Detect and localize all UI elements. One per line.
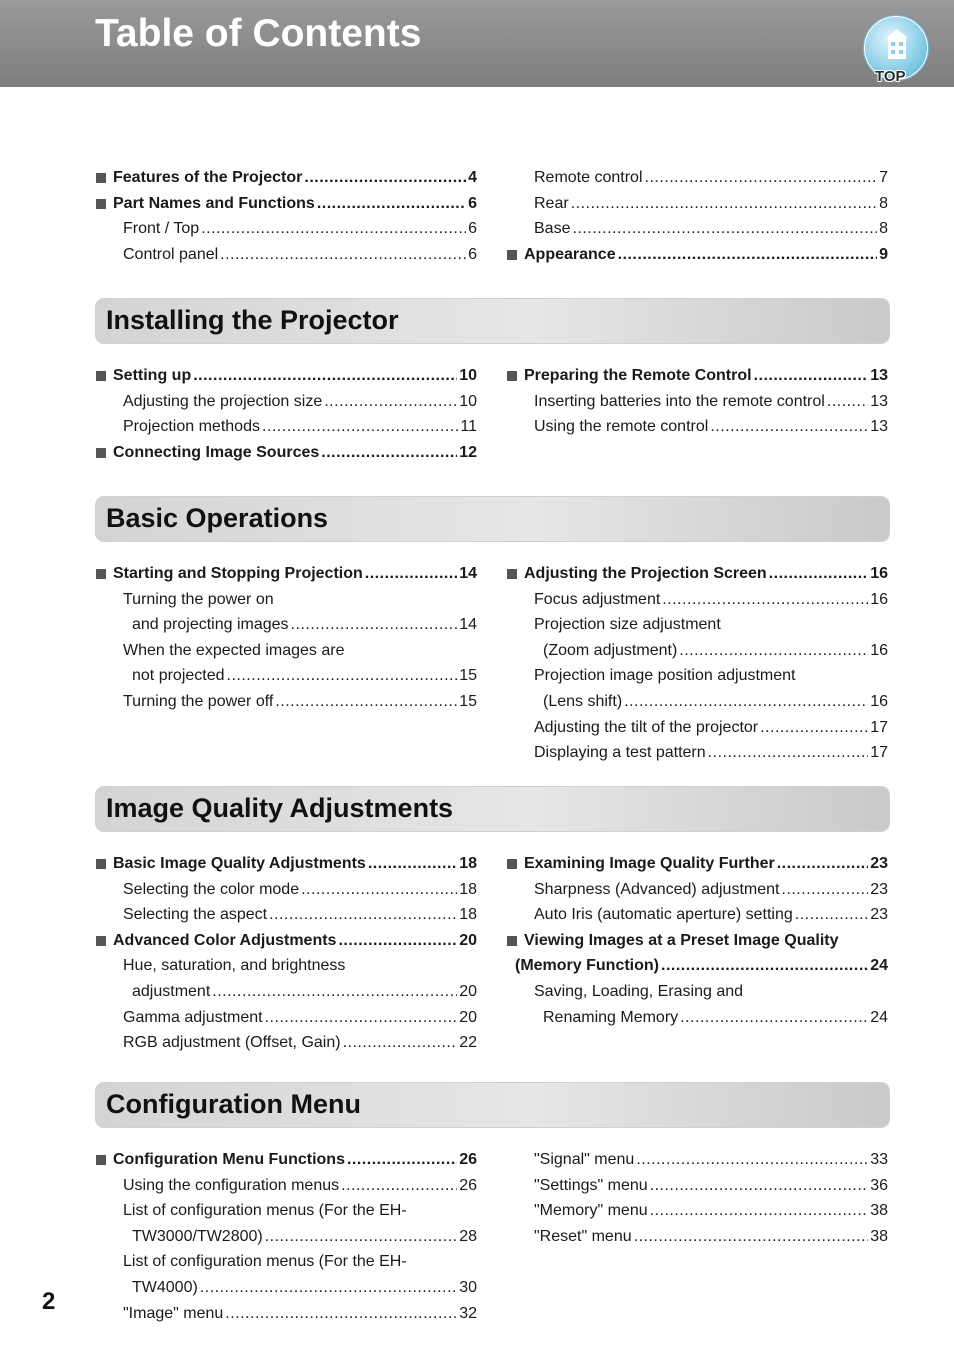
dot-leader bbox=[225, 1301, 457, 1327]
toc-page-number: 26 bbox=[459, 1176, 477, 1194]
basic-left-column bbox=[96, 561, 477, 715]
toc-entry-text: Adjusting the tilt of the projector bbox=[534, 718, 759, 736]
dot-leader bbox=[645, 165, 878, 191]
toc-entry[interactable] bbox=[507, 877, 888, 903]
dot-leader bbox=[324, 389, 457, 415]
toc-page-number: 26 bbox=[459, 1151, 477, 1168]
toc-page-number: 16 bbox=[870, 590, 888, 608]
toc-entry-text: Gamma adjustment bbox=[123, 1008, 263, 1026]
dot-leader bbox=[795, 902, 868, 928]
dot-leader bbox=[304, 165, 466, 191]
toc-entry-text: Turning the power off bbox=[123, 692, 274, 710]
toc-entry[interactable] bbox=[507, 1147, 888, 1173]
page-banner bbox=[0, 0, 954, 87]
toc-heading-entry[interactable] bbox=[507, 242, 888, 268]
toc-entry[interactable] bbox=[96, 689, 477, 715]
toc-heading-entry[interactable] bbox=[96, 363, 477, 389]
toc-entry[interactable] bbox=[96, 877, 477, 903]
toc-entry-text: Selecting the aspect bbox=[123, 906, 268, 924]
toc-entry-text: TW3000/TW2800) bbox=[132, 1227, 263, 1245]
toc-entry[interactable] bbox=[507, 216, 888, 242]
toc-entry[interactable] bbox=[507, 1224, 888, 1250]
dot-leader bbox=[754, 363, 869, 389]
toc-entry-text: Using the remote control bbox=[534, 418, 709, 436]
toc-entry-text: Using the configuration menus bbox=[123, 1176, 340, 1194]
toc-entry[interactable] bbox=[96, 1249, 477, 1300]
toc-page-number: 36 bbox=[870, 1176, 888, 1194]
dot-leader bbox=[624, 689, 868, 715]
section-header-basic-operations bbox=[95, 496, 890, 542]
toc-page-number: 8 bbox=[879, 194, 888, 212]
toc-entry-text: Projection methods bbox=[123, 418, 260, 436]
toc-entry[interactable] bbox=[96, 1005, 477, 1031]
toc-entry[interactable] bbox=[507, 612, 888, 663]
toc-page-number: 30 bbox=[459, 1278, 477, 1296]
dot-leader bbox=[220, 242, 466, 268]
toc-entry[interactable] bbox=[507, 191, 888, 217]
toc-entry[interactable] bbox=[507, 979, 888, 1030]
toc-page-number: 18 bbox=[459, 906, 477, 924]
dot-leader bbox=[317, 191, 466, 217]
dot-leader bbox=[708, 740, 869, 766]
toc-entry-text: Remote control bbox=[534, 169, 643, 186]
toc-entry[interactable] bbox=[507, 740, 888, 766]
toc-entry[interactable] bbox=[507, 165, 888, 191]
toc-page-number: 32 bbox=[459, 1304, 477, 1322]
toc-entry-text: Basic Image Quality Adjustments bbox=[113, 855, 366, 872]
configuration-right-column bbox=[507, 1147, 888, 1249]
toc-heading-entry[interactable] bbox=[507, 928, 888, 979]
square-bullet-icon bbox=[507, 363, 517, 390]
square-bullet-icon bbox=[96, 1147, 106, 1174]
dot-leader bbox=[347, 1147, 457, 1173]
toc-entry-text: Setting up bbox=[113, 367, 192, 384]
toc-page-number: 6 bbox=[468, 194, 477, 212]
toc-page-number: 16 bbox=[870, 692, 888, 710]
top-button-label: TOP bbox=[875, 68, 906, 85]
dot-leader bbox=[781, 877, 868, 903]
toc-entry[interactable] bbox=[96, 638, 477, 689]
section-header-installing bbox=[95, 298, 890, 344]
dot-leader bbox=[201, 216, 466, 242]
home-icon bbox=[886, 29, 908, 59]
toc-entry-text: Starting and Stopping Projection bbox=[113, 565, 363, 582]
dot-leader bbox=[650, 1173, 869, 1199]
dot-leader bbox=[572, 216, 877, 242]
toc-heading-entry[interactable] bbox=[96, 165, 477, 191]
dot-leader bbox=[265, 1224, 457, 1250]
toc-page-number: 16 bbox=[870, 565, 888, 582]
toc-page-number: 14 bbox=[459, 565, 477, 582]
toc-entry-text: "Memory" menu bbox=[534, 1202, 648, 1220]
dot-leader bbox=[636, 1147, 868, 1173]
dot-leader bbox=[343, 1030, 458, 1056]
toc-heading-entry[interactable] bbox=[96, 561, 477, 587]
square-bullet-icon bbox=[507, 851, 517, 878]
dot-leader bbox=[777, 851, 868, 877]
dot-leader bbox=[341, 1173, 457, 1199]
dot-leader bbox=[368, 851, 457, 877]
page-number: 2 bbox=[42, 1288, 56, 1315]
toc-entry-text: Adjusting the projection size bbox=[123, 392, 323, 410]
section-title: Image Quality Adjustments bbox=[106, 793, 454, 823]
toc-entry-text: Auto Iris (automatic aperture) setting bbox=[534, 906, 793, 924]
basic-right-column bbox=[507, 561, 888, 766]
dot-leader bbox=[827, 389, 868, 415]
toc-entry[interactable] bbox=[507, 663, 888, 714]
toc-entry-text: RGB adjustment (Offset, Gain) bbox=[123, 1034, 341, 1052]
toc-entry[interactable] bbox=[507, 1173, 888, 1199]
toc-page-number: 33 bbox=[870, 1151, 888, 1168]
dot-leader bbox=[662, 587, 868, 613]
toc-entry-text: (Memory Function) bbox=[515, 957, 659, 975]
toc-heading-entry[interactable] bbox=[96, 928, 477, 954]
toc-entry-text: Control panel bbox=[123, 245, 219, 263]
toc-page-number: 20 bbox=[459, 1008, 477, 1026]
toc-entry-text: Part Names and Functions bbox=[113, 194, 315, 212]
toc-entry[interactable] bbox=[96, 1198, 477, 1249]
dot-leader bbox=[710, 414, 868, 440]
toc-entry-text: "Image" menu bbox=[123, 1304, 224, 1322]
square-bullet-icon bbox=[507, 242, 517, 269]
toc-page-number: 12 bbox=[459, 443, 477, 461]
toc-entry-text: Displaying a test pattern bbox=[534, 744, 706, 762]
toc-heading-entry[interactable] bbox=[507, 561, 888, 587]
toc-entry-text-line1: List of configuration menus (For the EH- bbox=[123, 1202, 407, 1220]
toc-page-number: 38 bbox=[870, 1227, 888, 1245]
toc-entry[interactable] bbox=[507, 414, 888, 440]
toc-page-number: 18 bbox=[459, 880, 477, 898]
toc-page-number: 14 bbox=[459, 616, 477, 634]
toc-entry-text: Inserting batteries into the remote control bbox=[534, 392, 825, 410]
toc-page-number: 13 bbox=[870, 367, 888, 384]
square-bullet-icon bbox=[507, 928, 517, 955]
toc-entry[interactable] bbox=[96, 587, 477, 638]
toc-page-number: 17 bbox=[870, 718, 888, 736]
toc-entry-text: (Zoom adjustment) bbox=[543, 641, 678, 659]
toc-entry[interactable] bbox=[96, 389, 477, 415]
toc-page-number: 11 bbox=[460, 418, 477, 436]
toc-page-number: 20 bbox=[459, 931, 477, 949]
dot-leader bbox=[650, 1198, 869, 1224]
toc-entry-text: Examining Image Quality Further bbox=[524, 855, 775, 872]
square-bullet-icon bbox=[96, 928, 106, 955]
dot-leader bbox=[275, 689, 457, 715]
toc-heading-entry[interactable] bbox=[96, 440, 477, 466]
toc-entry-text: adjustment bbox=[132, 982, 211, 1000]
toc-page-number: 4 bbox=[468, 169, 477, 186]
dot-leader bbox=[291, 612, 458, 638]
toc-entry[interactable] bbox=[96, 216, 477, 242]
toc-entry-text-line1: List of configuration menus (For the EH- bbox=[123, 1253, 407, 1271]
intro-right-column bbox=[507, 165, 888, 267]
toc-entry[interactable] bbox=[96, 1301, 477, 1327]
toc-entry[interactable] bbox=[507, 1198, 888, 1224]
toc-page-number: 18 bbox=[459, 855, 477, 872]
toc-heading-entry[interactable] bbox=[507, 363, 888, 389]
toc-entry[interactable] bbox=[96, 953, 477, 1004]
toc-heading-entry[interactable] bbox=[96, 851, 477, 877]
toc-entry[interactable] bbox=[96, 902, 477, 928]
square-bullet-icon bbox=[507, 561, 517, 588]
toc-page-number: 22 bbox=[459, 1034, 477, 1052]
toc-entry-text-line1: Viewing Images at a Preset Image Quality bbox=[524, 931, 839, 949]
toc-page-number: 23 bbox=[870, 855, 888, 872]
toc-page-number: 13 bbox=[870, 418, 888, 436]
toc-page-number: 8 bbox=[879, 220, 888, 238]
toc-heading-entry[interactable] bbox=[507, 851, 888, 877]
toc-entry-text: Appearance bbox=[524, 245, 616, 263]
toc-entry[interactable] bbox=[96, 414, 477, 440]
toc-entry-text: Focus adjustment bbox=[534, 590, 661, 608]
toc-entry-text: Configuration Menu Functions bbox=[113, 1151, 345, 1168]
toc-page-number: 7 bbox=[879, 169, 888, 186]
page-title: Table of Contents bbox=[95, 12, 422, 55]
toc-entry-text: Sharpness (Advanced) adjustment bbox=[534, 880, 780, 898]
toc-page-number: 10 bbox=[459, 367, 477, 384]
image-quality-right-column bbox=[507, 851, 888, 1030]
toc-entry-text: and projecting images bbox=[132, 616, 289, 634]
toc-entry-text: Base bbox=[534, 220, 571, 238]
dot-leader bbox=[227, 663, 458, 689]
toc-entry-text: Preparing the Remote Control bbox=[524, 367, 752, 384]
toc-entry-text-line1: When the expected images are bbox=[123, 641, 345, 659]
toc-entry-text: "Reset" menu bbox=[534, 1227, 632, 1245]
dot-leader bbox=[301, 877, 457, 903]
toc-page-number: 23 bbox=[870, 880, 888, 898]
section-title: Installing the Projector bbox=[106, 305, 399, 335]
toc-page-number: 6 bbox=[468, 220, 477, 238]
toc-page-number: 38 bbox=[870, 1202, 888, 1220]
toc-page-number: 28 bbox=[459, 1227, 477, 1245]
intro-left-column bbox=[96, 165, 477, 267]
toc-entry[interactable] bbox=[507, 587, 888, 613]
toc-entry-text: Connecting Image Sources bbox=[113, 443, 320, 461]
toc-entry-text: (Lens shift) bbox=[543, 692, 623, 710]
toc-page-number: 24 bbox=[870, 957, 888, 975]
toc-entry-text-line1: Turning the power on bbox=[123, 590, 274, 608]
dot-leader bbox=[679, 638, 868, 664]
dot-leader bbox=[338, 928, 457, 954]
toc-entry[interactable] bbox=[507, 389, 888, 415]
toc-page-number: 16 bbox=[870, 641, 888, 659]
toc-entry-text: Advanced Color Adjustments bbox=[113, 931, 337, 949]
toc-entry[interactable] bbox=[96, 1173, 477, 1199]
dot-leader bbox=[661, 953, 868, 979]
dot-leader bbox=[618, 242, 878, 268]
dot-leader bbox=[760, 715, 868, 741]
toc-entry-text: Renaming Memory bbox=[543, 1008, 679, 1026]
toc-page-number: 9 bbox=[879, 245, 888, 263]
toc-page-number: 23 bbox=[870, 906, 888, 924]
toc-heading-entry[interactable] bbox=[96, 1147, 477, 1173]
top-button[interactable] bbox=[862, 16, 928, 86]
toc-entry-text-line1: Hue, saturation, and brightness bbox=[123, 957, 346, 975]
dot-leader bbox=[212, 979, 457, 1005]
dot-leader bbox=[265, 1005, 458, 1031]
section-header-configuration bbox=[95, 1082, 890, 1128]
toc-entry[interactable] bbox=[507, 715, 888, 741]
toc-entry[interactable] bbox=[96, 1030, 477, 1056]
toc-page-number: 6 bbox=[468, 245, 477, 263]
dot-leader bbox=[193, 363, 457, 389]
square-bullet-icon bbox=[96, 363, 106, 390]
toc-entry-text: "Settings" menu bbox=[534, 1176, 648, 1194]
square-bullet-icon bbox=[96, 165, 106, 192]
toc-entry-text-line1: Saving, Loading, Erasing and bbox=[534, 982, 744, 1000]
square-bullet-icon bbox=[96, 191, 106, 218]
toc-page-number: 13 bbox=[870, 392, 888, 410]
dot-leader bbox=[262, 414, 458, 440]
toc-page-number: 15 bbox=[459, 692, 477, 710]
toc-heading-entry[interactable] bbox=[96, 191, 477, 217]
dot-leader bbox=[321, 440, 457, 466]
toc-entry-text: Features of the Projector bbox=[113, 169, 303, 186]
toc-entry-text: Rear bbox=[534, 194, 569, 212]
dot-leader bbox=[680, 1005, 868, 1031]
section-title: Basic Operations bbox=[106, 503, 329, 533]
toc-entry-text: Selecting the color mode bbox=[123, 880, 300, 898]
toc-entry-text: Adjusting the Projection Screen bbox=[524, 565, 767, 582]
toc-entry[interactable] bbox=[96, 242, 477, 268]
dot-leader bbox=[769, 561, 869, 587]
toc-entry-text-line1: Projection image position adjustment bbox=[534, 667, 796, 685]
square-bullet-icon bbox=[96, 440, 106, 467]
toc-page-number: 20 bbox=[459, 982, 477, 1000]
section-title: Configuration Menu bbox=[106, 1089, 361, 1119]
toc-entry-text: Front / Top bbox=[123, 220, 200, 238]
toc-entry-text: "Signal" menu bbox=[534, 1151, 635, 1168]
image-quality-left-column bbox=[96, 851, 477, 1056]
dot-leader bbox=[269, 902, 457, 928]
dot-leader bbox=[365, 561, 457, 587]
configuration-left-column bbox=[96, 1147, 477, 1326]
dot-leader bbox=[571, 191, 877, 217]
toc-page-number: 24 bbox=[870, 1008, 888, 1026]
toc-page-number: 15 bbox=[459, 667, 477, 685]
toc-entry-text: TW4000) bbox=[132, 1278, 198, 1296]
square-bullet-icon bbox=[96, 851, 106, 878]
section-header-image-quality bbox=[95, 786, 890, 832]
toc-entry-text: not projected bbox=[132, 667, 225, 685]
toc-page-number: 10 bbox=[459, 392, 477, 410]
installing-left-column bbox=[96, 363, 477, 465]
installing-right-column bbox=[507, 363, 888, 440]
toc-page-number: 17 bbox=[870, 744, 888, 762]
square-bullet-icon bbox=[96, 561, 106, 588]
toc-entry[interactable] bbox=[507, 902, 888, 928]
dot-leader bbox=[634, 1224, 869, 1250]
dot-leader bbox=[200, 1275, 457, 1301]
toc-entry-text-line1: Projection size adjustment bbox=[534, 616, 721, 634]
